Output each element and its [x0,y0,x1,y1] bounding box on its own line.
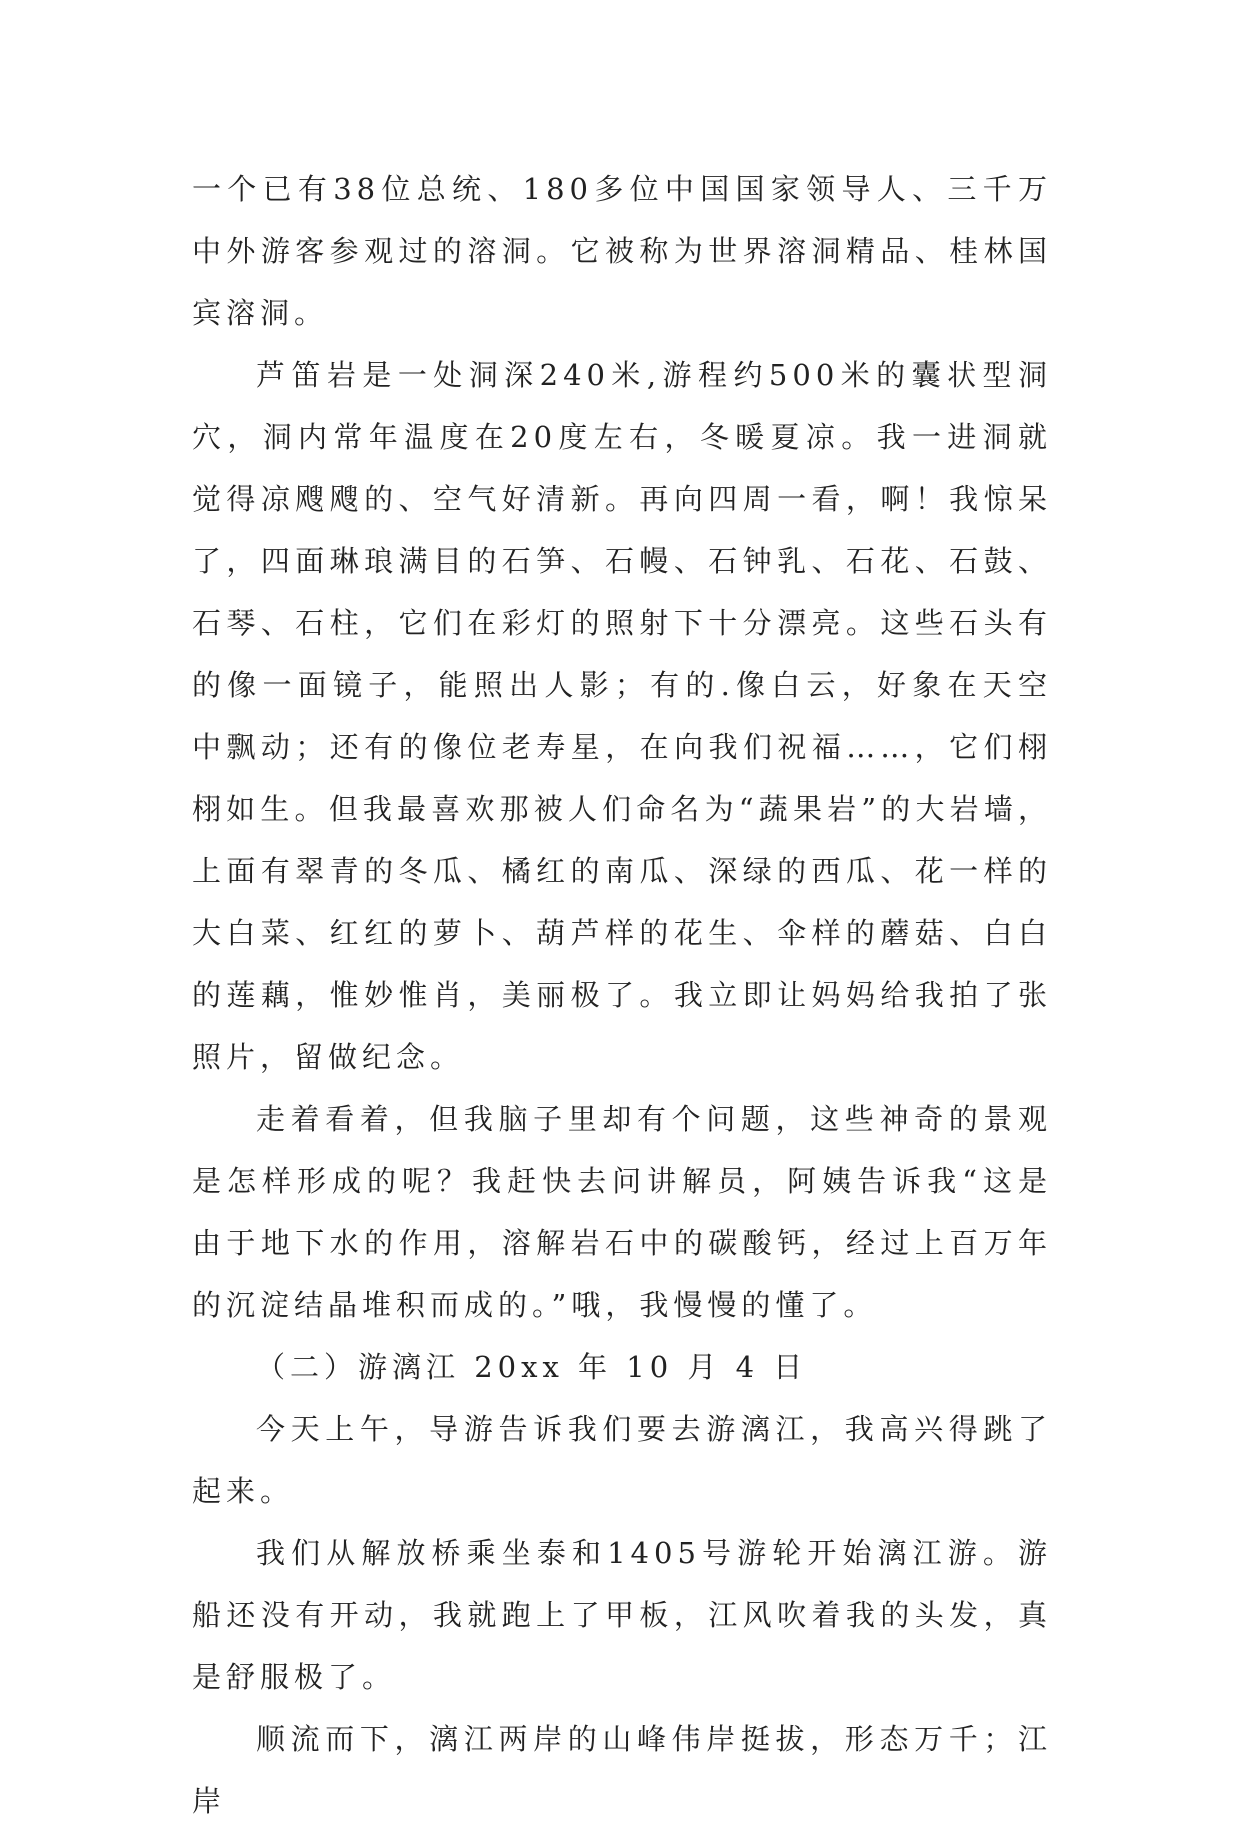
section-heading-lijiang: （二）游漓江 20xx 年 10 月 4 日 [256,1350,808,1384]
paragraph-morning: 今天上午，导游告诉我们要去游漓江，我高兴得跳了起来。 [192,1412,1052,1508]
paragraph-ludiyan-cave: 芦笛岩是一处洞深240米,游程约500米的囊状型洞穴，洞内常年温度在20度左右，冬暖夏凉。我一进洞就觉得凉飕飕的、空气好清新。再向四周一看，啊！我惊呆了，四面琳琅满目的石笋、石幔、石钟乳、石花、石鼓、石琴、石柱，它们在彩灯的照射下十分漂亮。这些石头有的像一面镜子，能照出人影；有的.像白云，好象在天空中飘动；还有的像位老寿星，在向我们祝福……，它们栩栩如生。但我最喜欢那被人们命名为“蔬果岩”的大岩墙，上面有翠青的冬瓜、橘红的南瓜、深绿的西瓜、花一样的大白菜、红红的萝卜、葫芦样的花生、伞样的蘑菇、白白的莲藕，惟妙惟肖，美丽极了。我立即让妈妈给我拍了张照片，留做纪念。 [192,358,1052,1074]
paragraph-boat: 我们从解放桥乘坐泰和1405号游轮开始漓江游。游船还没有开动，我就跑上了甲板，江风吹着我的头发，真是舒服极了。 [192,1536,1052,1694]
paragraph-continuation: 一个已有38位总统、180多位中国国家领导人、三千万中外游客参观过的溶洞。它被称为世界溶洞精品、桂林国宾溶洞。 [192,172,1052,330]
paragraph-formation-question: 走着看着，但我脑子里却有个问题，这些神奇的景观是怎样形成的呢？我赶快去问讲解员，阿姨告诉我“这是由于地下水的作用，溶解岩石中的碳酸钙，经过上百万年的沉淀结晶堆积而成的。”哦，我慢慢的懂了。 [192,1102,1052,1322]
paragraph-downstream: 顺流而下，漓江两岸的山峰伟岸挺拔，形态万千；江岸 [192,1722,1052,1818]
document-body [192,158,1052,1832]
